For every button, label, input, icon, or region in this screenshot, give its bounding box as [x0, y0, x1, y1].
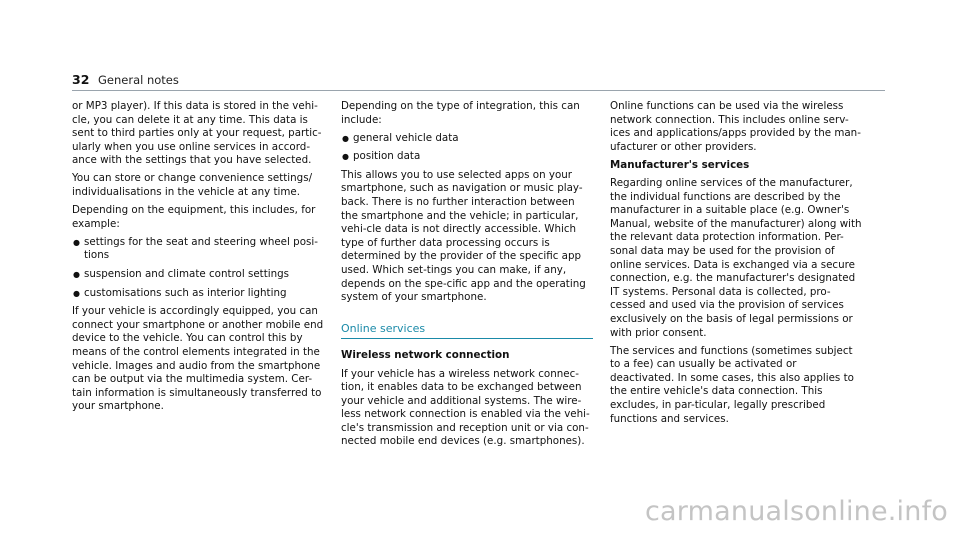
- paragraph: This allows you to use selected apps on your smartphone, such as navigation or music play-back. There is no further interaction between the smartphone and the vehicle; in particular, vehi-cle data is not directly accessible. Which type of further data processing occurs is determined by the provider of the specific app used. Which set-tings you can make, if any, depends on the spe-cific app and the operating system of your smartphone.: [341, 168, 586, 304]
- page-title: General notes: [98, 73, 179, 87]
- bullet-icon: ●: [73, 237, 80, 247]
- bullet-icon: ●: [342, 152, 349, 162]
- column-1: [72, 100, 324, 418]
- bullet-icon: ●: [73, 288, 80, 298]
- paragraph: Online functions can be used via the wireless network connection. This includes online serv-ices and applications/apps provided by the man-ufacturer or other providers.: [610, 100, 861, 153]
- paragraph: If your vehicle is accordingly equipped, you can connect your smartphone or another mobile end device to the vehicle. You can control this by means of the control elements integrated in the vehicle. Images and audio from the smartphone can be output via the multimedia system. Cer-tain information is simultaneously transferred to your smartphone.: [72, 305, 324, 413]
- page-header: [72, 70, 885, 92]
- list-item: ● suspension and climate control settings: [73, 268, 290, 281]
- paragraph: Depending on the type of integration, this can include:: [341, 100, 580, 126]
- bullet-list: [72, 236, 324, 300]
- paragraph: or MP3 player). If this data is stored in the vehi-cle, you can delete it at any time. This data is sent to third parties only at your request, partic-ularly when you use online services in accord-ance with the settings that you have selected.: [72, 100, 322, 167]
- subheading-wireless-network: Wireless network connection: [341, 349, 510, 362]
- paragraph: Depending on the equipment, this includes, for example:: [72, 204, 316, 230]
- bullet-list: [341, 132, 593, 164]
- bullet-icon: ●: [342, 133, 349, 143]
- paragraph: Regarding online services of the manufacturer, the individual functions are described by the manufacturer in a suitable place (e.g. Owner's Manual, website of the manufacturer) along with the relevant data protection information. Per-sonal data may be used for the provision of online services. Data is exchanged via a secure connection, e.g. the manufacturer's designated IT systems. Personal data is collected, pro-cessed and used via the provision of services exclusively on the basis of legal permissions or with prior consent.: [610, 176, 862, 339]
- bullet-icon: ●: [73, 270, 80, 280]
- watermark: carmanualsonline.info: [645, 496, 948, 527]
- section-title-online-services: Online services: [341, 321, 426, 335]
- column-3: [610, 100, 862, 431]
- list-item: ● position data: [342, 150, 421, 163]
- column-2: [341, 100, 593, 454]
- page-number: 32: [72, 72, 90, 87]
- section-divider: [341, 338, 593, 339]
- list-item: ● general vehicle data: [342, 131, 459, 144]
- paragraph: The services and functions (sometimes subject to a fee) can usually be activated or deactivated. In some cases, this also applies to the entire vehicle's data connection. This excludes, in par-ticular, legally prescribed functions and services.: [610, 344, 854, 425]
- list-item: ● customisations such as interior lighting: [73, 286, 287, 299]
- paragraph: If your vehicle has a wireless network connec-tion, it enables data to be exchanged between your vehicle and additional systems. The wire-less network connection is enabled via the vehi-cle's transmission and reception unit or via con-nected mobile end devices (e.g. smartphones).: [341, 367, 590, 448]
- list-item: ● settings for the seat and steering wheel posi-tions: [73, 235, 318, 262]
- paragraph: You can store or change convenience settings/ individualisations in the vehicle at any time.: [72, 172, 313, 199]
- subheading-manufacturer-services: Manufacturer's services: [610, 158, 750, 171]
- header-divider: [72, 90, 885, 91]
